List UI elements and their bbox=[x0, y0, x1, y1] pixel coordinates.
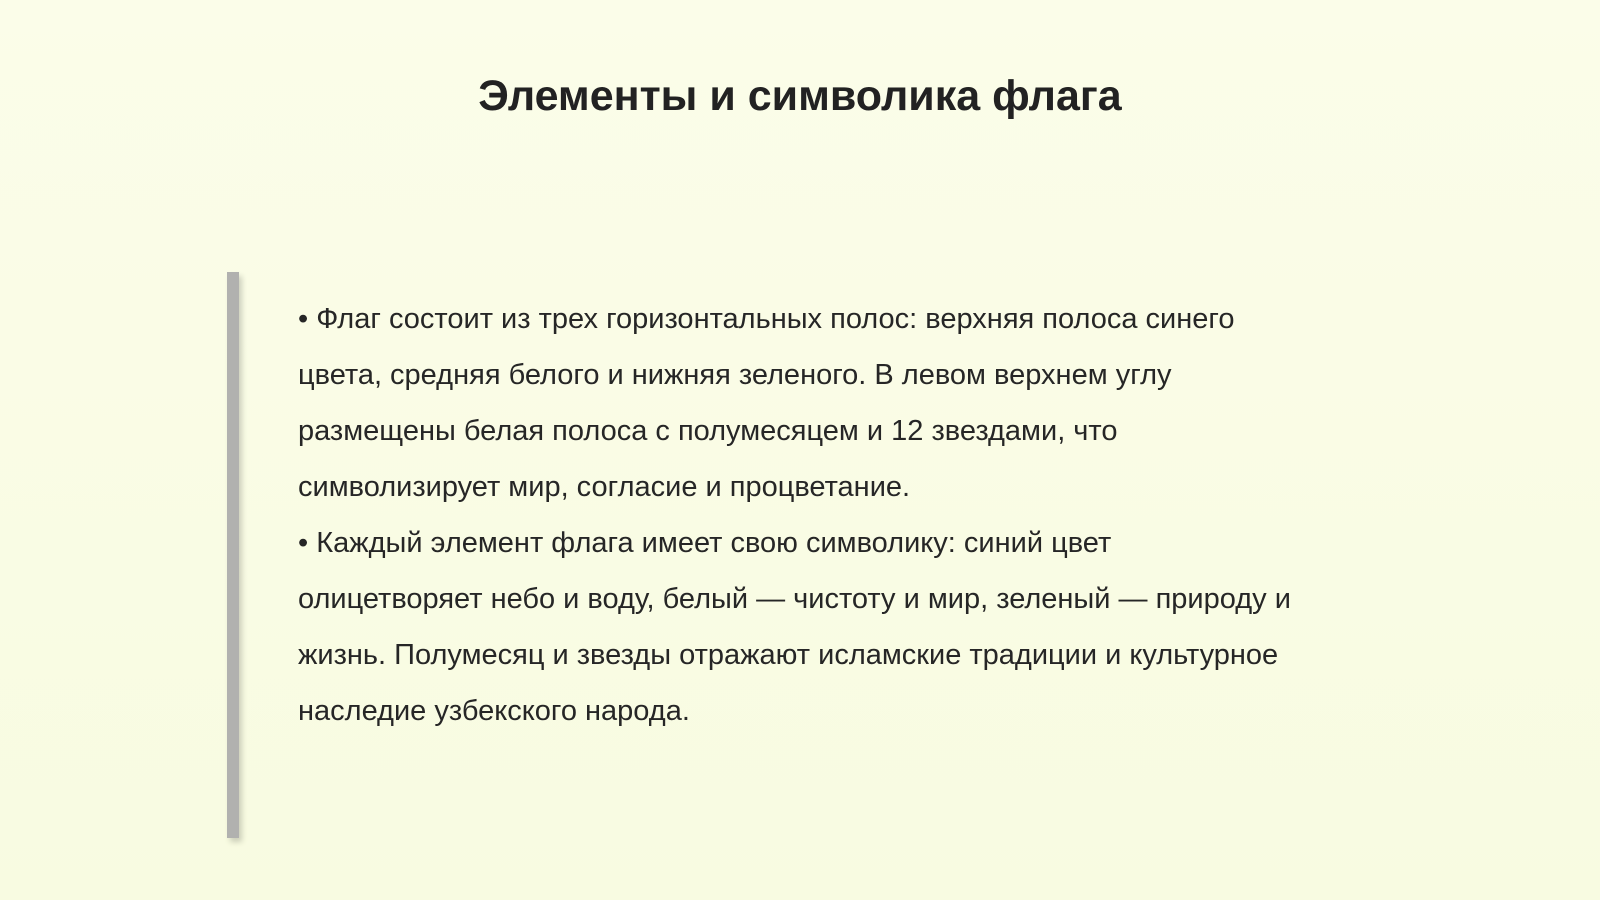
bullet-paragraph-1: • Флаг состоит из трех горизонтальных полос: верхняя полоса синего цвета, средняя белого и нижняя зеленого. В левом верхнем углу размещены белая полоса с полумесяцем и 12 звездами, что символизирует мир, согласие и процветание. bbox=[298, 303, 1235, 503]
bullet-paragraph-2: • Каждый элемент флага имеет свою символику: синий цвет олицетворяет небо и воду, белый — чистоту и мир, зеленый — природу и жизнь. Полумесяц и звезды отражают исламские традиции и культурное наследие узбекского народа. bbox=[298, 527, 1291, 727]
slide-body bbox=[298, 291, 1298, 739]
accent-bar bbox=[227, 272, 239, 838]
slide-title: Элементы и символика флага bbox=[478, 72, 1122, 120]
